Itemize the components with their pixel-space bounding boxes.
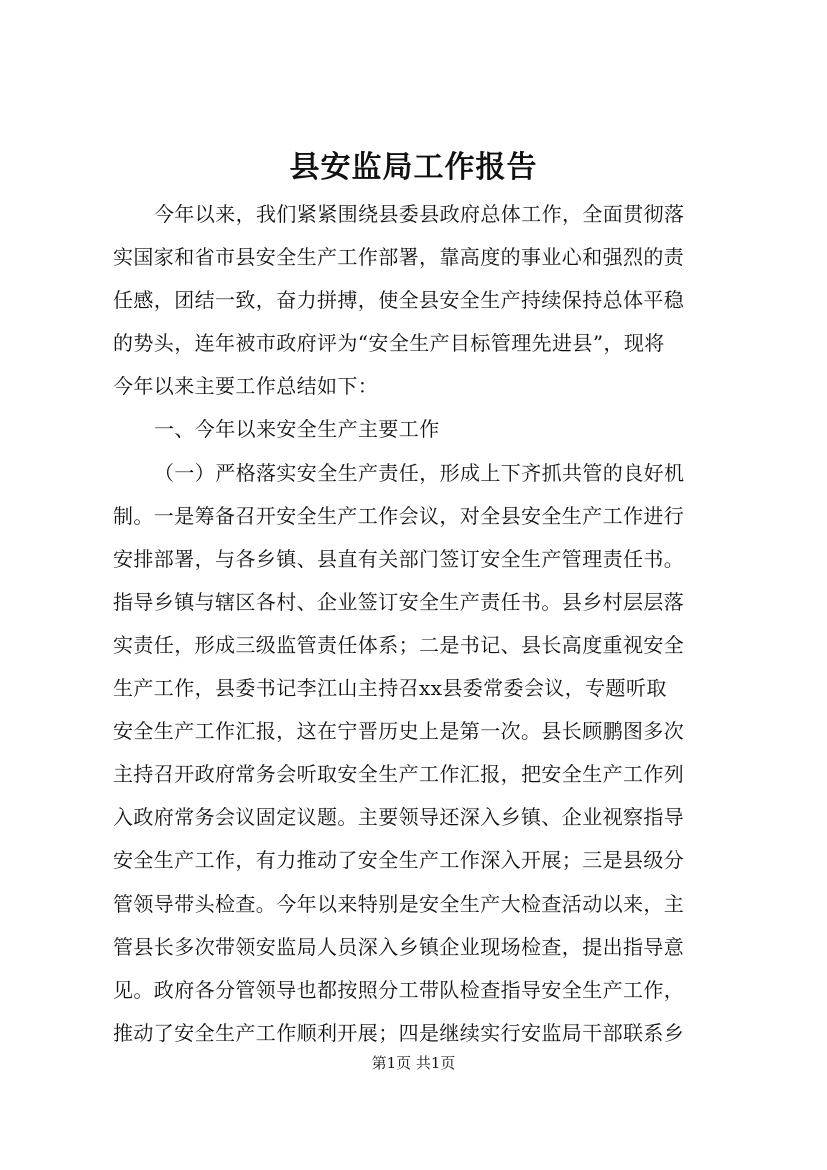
document-title: 县安监局工作报告 bbox=[289, 150, 538, 185]
section-heading: 一、今年以来安全生产主要工作 bbox=[154, 417, 440, 442]
paragraph-line: 安排部署，与各乡镇、县直有关部门签订安全生产管理责任书。 bbox=[113, 546, 685, 571]
paragraph-line: 生产工作，县委书记李江山主持召xx县委常委会议，专题听取 bbox=[113, 676, 667, 701]
paragraph-line: 安全生产工作，有力推动了安全生产工作深入开展；三是县级分 bbox=[113, 848, 685, 873]
paragraph-line: 今年以来主要工作总结如下： bbox=[113, 374, 379, 399]
paragraph-line: 见。政府各分管领导也都按照分工带队检查指导安全生产工作， bbox=[113, 977, 685, 1002]
paragraph-line: 指导乡镇与辖区各村、企业签订安全生产责任书。县乡村层层落 bbox=[113, 589, 685, 614]
paragraph-line: 管领导带头检查。今年以来特别是安全生产大检查活动以来，主 bbox=[113, 891, 685, 916]
document-body bbox=[113, 193, 723, 1055]
paragraph-line: 实国家和省市县安全生产工作部署，靠高度的事业心和强烈的责 bbox=[113, 245, 685, 270]
paragraph-line: 任感，团结一致，奋力拼搏，使全县安全生产持续保持总体平稳 bbox=[113, 288, 685, 313]
paragraph-line: 主持召开政府常务会听取安全生产工作汇报，把安全生产工作列 bbox=[113, 762, 685, 787]
paragraph-line: 制。一是筹备召开安全生产工作会议，对全县安全生产工作进行 bbox=[113, 503, 685, 528]
paragraph-line: 实责任，形成三级监管责任体系；二是书记、县长高度重视安全 bbox=[113, 632, 685, 657]
page-number-footer: 第1页 共1页 bbox=[371, 1054, 456, 1072]
paragraph-line: 今年以来，我们紧紧围绕县委县政府总体工作，全面贯彻落 bbox=[154, 202, 685, 226]
paragraph-line: （一）严格落实安全生产责任，形成上下齐抓共管的良好机 bbox=[154, 460, 685, 485]
paragraph-line: 入政府常务会议固定议题。主要领导还深入乡镇、企业视察指导 bbox=[113, 805, 685, 830]
paragraph-line: 安全生产工作汇报，这在宁晋历史上是第一次。县长顾鹏图多次 bbox=[113, 719, 685, 744]
paragraph-line: 的势头，连年被市政府评为“安全生产目标管理先进县”，现将 bbox=[113, 331, 665, 356]
paragraph-line: 管县长多次带领安监局人员深入乡镇企业现场检查，提出指导意 bbox=[113, 934, 685, 959]
paragraph-line: 推动了安全生产工作顺利开展；四是继续实行安监局干部联系乡 bbox=[113, 1020, 685, 1045]
